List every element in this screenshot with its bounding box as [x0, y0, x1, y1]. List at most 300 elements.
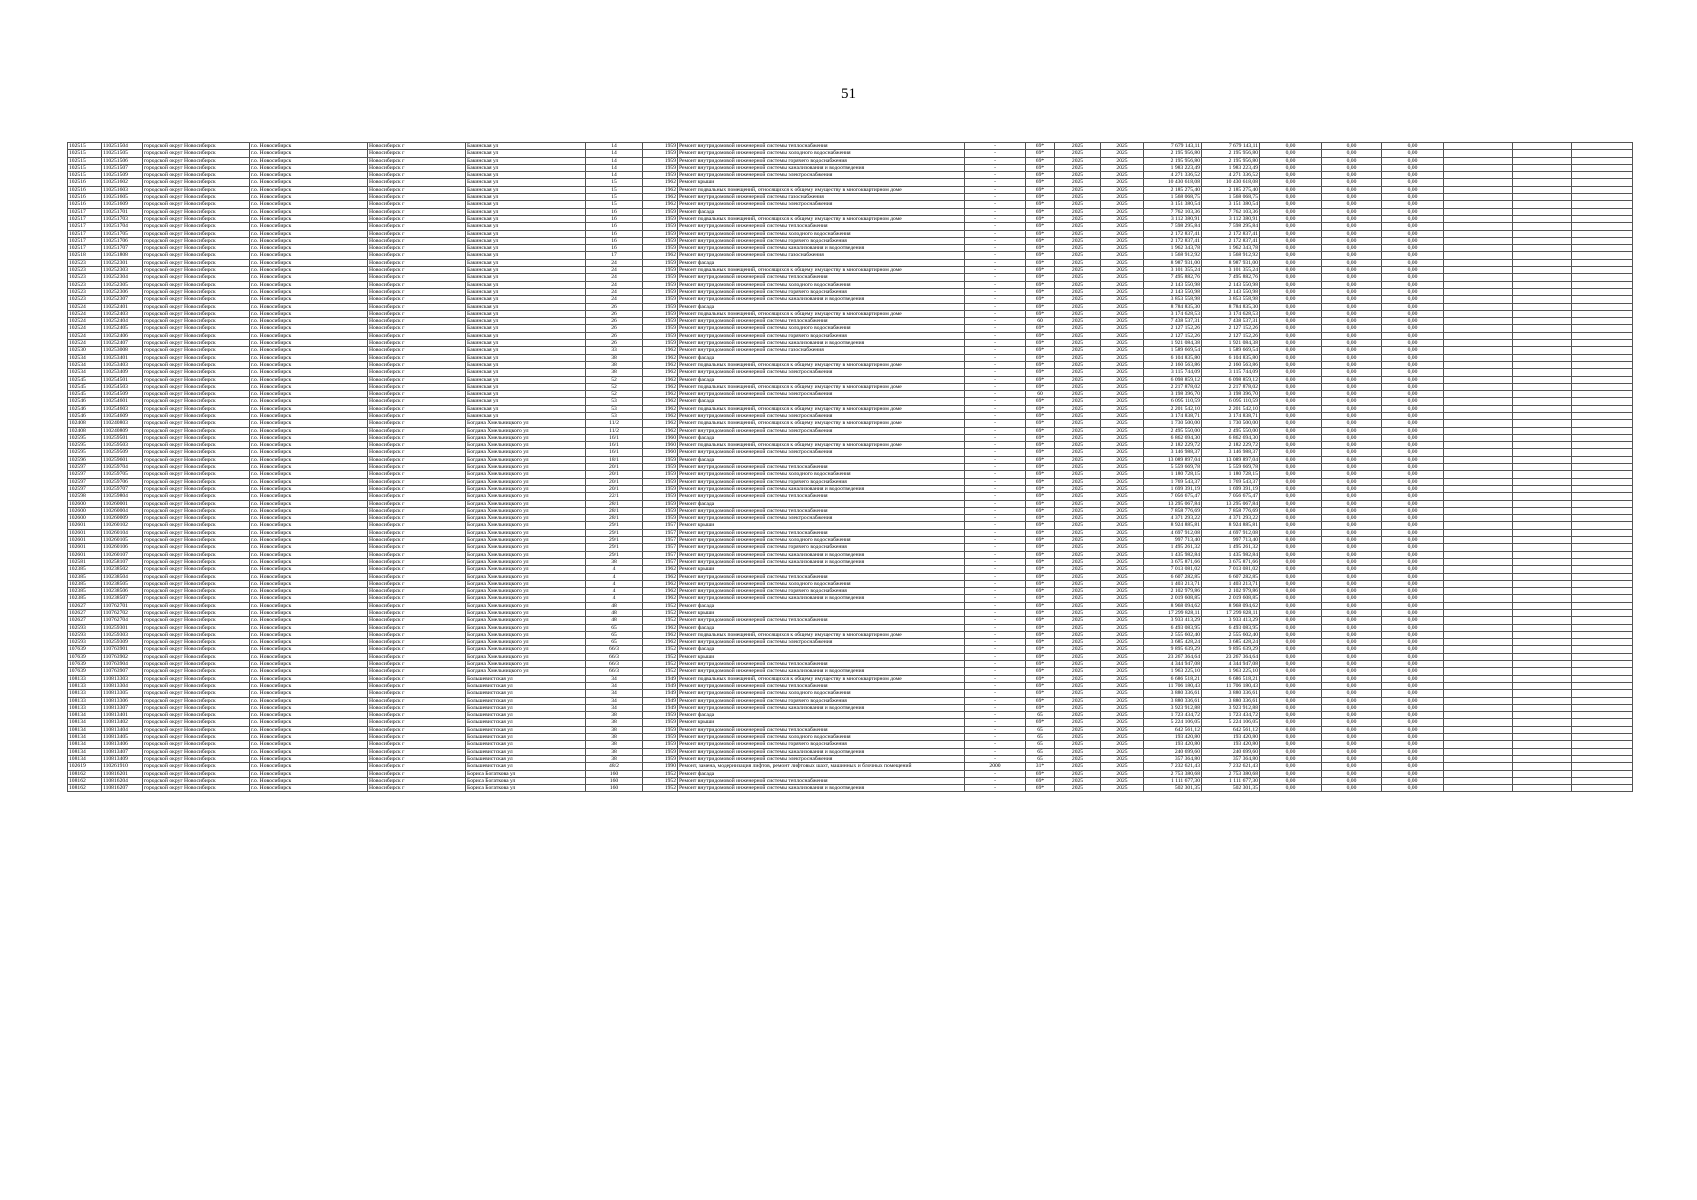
- table-row: [68, 748, 1633, 755]
- cell-municipality: г.о. Новосибирск: [250, 179, 368, 186]
- cell-municipality: г.о. Новосибирск: [250, 434, 368, 441]
- table-row: [68, 223, 1633, 230]
- cell-work-type: Ремонт внутридомовой инженерной системы канализования и водоотведения: [678, 296, 965, 303]
- cell-plan-end-year: 2025: [1101, 347, 1144, 354]
- cell-element-id: 110260107: [102, 551, 143, 558]
- cell-street: Бориса Богаткова ул: [466, 770, 586, 777]
- cell-house-number: 24: [586, 274, 643, 281]
- cell-budget-local: 0,00: [1382, 420, 1444, 427]
- cell-budget-local: 0,00: [1382, 785, 1444, 792]
- cell-street: Богдана Хмельницкого ул: [466, 653, 586, 660]
- cell-extra-col-3: [1572, 164, 1633, 171]
- cell-extra-col-2: [1513, 507, 1572, 514]
- cell-fund-cost: 2 182 229,72: [1202, 442, 1260, 449]
- cell-plan-end-year: 2025: [1101, 493, 1144, 500]
- cell-plan-end-year: 2025: [1101, 420, 1144, 427]
- cell-settlement: Новосибирск г: [368, 653, 466, 660]
- cell-element-id: 110238504: [102, 573, 143, 580]
- cell-house-id: 102530: [68, 347, 102, 354]
- cell-lift-year: -: [965, 237, 1026, 244]
- cell-element-id: 110253403: [102, 361, 143, 368]
- cell-budget-local: 0,00: [1382, 777, 1444, 784]
- cell-work-type: Ремонт крыши: [678, 719, 965, 726]
- cell-extra-col-2: [1513, 712, 1572, 719]
- cell-work-type: Ремонт крыши: [678, 566, 965, 573]
- table-row: [68, 734, 1633, 741]
- cell-wear-percent: 69*: [1026, 770, 1055, 777]
- cell-budget-local: 0,00: [1382, 274, 1444, 281]
- cell-extra-col-1: [1444, 303, 1513, 310]
- cell-plan-end-year: 2025: [1101, 704, 1144, 711]
- cell-municipality: г.о. Новосибирск: [250, 580, 368, 587]
- cell-house-id: 108133: [68, 682, 102, 689]
- cell-street: Большевистская ул: [466, 675, 586, 682]
- cell-budget-federal: 0,00: [1260, 653, 1322, 660]
- cell-wear-percent: 69*: [1026, 376, 1055, 383]
- cell-budget-federal: 0,00: [1260, 704, 1322, 711]
- cell-municipal-district: городской округ Новосибирск: [143, 690, 250, 697]
- cell-work-type: Ремонт внутридомовой инженерной системы теплоснабжения: [678, 529, 965, 536]
- cell-extra-col-1: [1444, 734, 1513, 741]
- cell-extra-col-3: [1572, 719, 1633, 726]
- cell-total-cost: 1 403 213,71: [1144, 580, 1202, 587]
- table-row: [68, 310, 1633, 317]
- cell-budget-regional: 0,00: [1322, 405, 1382, 412]
- cell-work-type: Ремонт внутридомовой инженерной системы электроснабжения: [678, 639, 965, 646]
- cell-plan-end-year: 2025: [1101, 515, 1144, 522]
- cell-municipality: г.о. Новосибирск: [250, 201, 368, 208]
- cell-settlement: Новосибирск г: [368, 741, 466, 748]
- cell-budget-regional: 0,00: [1322, 785, 1382, 792]
- cell-lift-year: -: [965, 631, 1026, 638]
- cell-street: Бакинская ул: [466, 405, 586, 412]
- cell-street: Богдана Хмельницкого ул: [466, 595, 586, 602]
- cell-fund-cost: 8 784 835,30: [1202, 303, 1260, 310]
- cell-municipality: г.о. Новосибирск: [250, 412, 368, 419]
- cell-fund-cost: 1 589 669,54: [1202, 347, 1260, 354]
- cell-work-type: Ремонт фасада: [678, 398, 965, 405]
- cell-budget-regional: 0,00: [1322, 646, 1382, 653]
- cell-plan-end-year: 2025: [1101, 252, 1144, 259]
- cell-build-year: 1962: [643, 588, 678, 595]
- cell-municipality: г.о. Новосибирск: [250, 186, 368, 193]
- cell-wear-percent: 69*: [1026, 354, 1055, 361]
- cell-extra-col-1: [1444, 507, 1513, 514]
- cell-extra-col-3: [1572, 631, 1633, 638]
- cell-total-cost: 3 174 628,53: [1144, 310, 1202, 317]
- cell-wear-percent: 69*: [1026, 478, 1055, 485]
- cell-house-id: 102385: [68, 595, 102, 602]
- cell-budget-federal: 0,00: [1260, 230, 1322, 237]
- cell-house-number: 16: [586, 230, 643, 237]
- cell-settlement: Новосибирск г: [368, 267, 466, 274]
- cell-work-type: Ремонт, замена, модернизация лифтов, ремонт лифтовых шахт, машинных и блочных помещений: [678, 763, 965, 770]
- cell-fund-cost: 642 561,12: [1202, 726, 1260, 733]
- cell-street: Большевистская ул: [466, 755, 586, 762]
- cell-element-id: 110259707: [102, 485, 143, 492]
- cell-wear-percent: 69*: [1026, 588, 1055, 595]
- cell-plan-start-year: 2025: [1055, 383, 1101, 390]
- cell-plan-end-year: 2025: [1101, 551, 1144, 558]
- cell-extra-col-3: [1572, 493, 1633, 500]
- cell-budget-local: 0,00: [1382, 537, 1444, 544]
- cell-municipal-district: городской округ Новосибирск: [143, 770, 250, 777]
- cell-municipal-district: городской округ Новосибирск: [143, 515, 250, 522]
- cell-municipal-district: городской округ Новосибирск: [143, 201, 250, 208]
- cell-plan-start-year: 2025: [1055, 325, 1101, 332]
- cell-municipal-district: городской округ Новосибирск: [143, 449, 250, 456]
- cell-extra-col-2: [1513, 631, 1572, 638]
- cell-build-year: 1957: [643, 551, 678, 558]
- cell-extra-col-1: [1444, 361, 1513, 368]
- cell-wear-percent: 69*: [1026, 201, 1055, 208]
- cell-municipality: г.о. Новосибирск: [250, 668, 368, 675]
- cell-settlement: Новосибирск г: [368, 332, 466, 339]
- cell-element-id: 110251507: [102, 164, 143, 171]
- cell-wear-percent: 69*: [1026, 267, 1055, 274]
- cell-settlement: Новосибирск г: [368, 398, 466, 405]
- cell-plan-end-year: 2025: [1101, 617, 1144, 624]
- cell-budget-federal: 0,00: [1260, 340, 1322, 347]
- cell-extra-col-2: [1513, 755, 1572, 762]
- cell-plan-start-year: 2025: [1055, 471, 1101, 478]
- cell-budget-regional: 0,00: [1322, 456, 1382, 463]
- cell-settlement: Новосибирск г: [368, 580, 466, 587]
- cell-house-id: 102518: [68, 252, 102, 259]
- cell-fund-cost: 2 495 550,00: [1202, 427, 1260, 434]
- cell-extra-col-2: [1513, 573, 1572, 580]
- cell-extra-col-2: [1513, 646, 1572, 653]
- cell-total-cost: 2 102 979,86: [1144, 588, 1202, 595]
- cell-house-number: 29/1: [586, 544, 643, 551]
- cell-extra-col-2: [1513, 340, 1572, 347]
- cell-extra-col-1: [1444, 208, 1513, 215]
- cell-extra-col-1: [1444, 755, 1513, 762]
- cell-plan-end-year: 2025: [1101, 682, 1144, 689]
- cell-street: Бориса Богаткова ул: [466, 785, 586, 792]
- cell-budget-regional: 0,00: [1322, 354, 1382, 361]
- cell-plan-end-year: 2025: [1101, 763, 1144, 770]
- table-row: [68, 639, 1633, 646]
- cell-street: Бакинская ул: [466, 288, 586, 295]
- cell-fund-cost: 7 598 295,84: [1202, 223, 1260, 230]
- cell-budget-federal: 0,00: [1260, 391, 1322, 398]
- cell-budget-regional: 0,00: [1322, 719, 1382, 726]
- cell-settlement: Новосибирск г: [368, 544, 466, 551]
- cell-house-id: 108162: [68, 777, 102, 784]
- cell-fund-cost: 2 143 550,98: [1202, 281, 1260, 288]
- cell-budget-regional: 0,00: [1322, 500, 1382, 507]
- cell-plan-start-year: 2025: [1055, 340, 1101, 347]
- cell-element-id: 110251609: [102, 201, 143, 208]
- cell-total-cost: 23 267 364,64: [1144, 653, 1202, 660]
- cell-extra-col-2: [1513, 361, 1572, 368]
- cell-settlement: Новосибирск г: [368, 485, 466, 492]
- cell-element-id: 110260104: [102, 529, 143, 536]
- cell-municipality: г.о. Новосибирск: [250, 332, 368, 339]
- cell-fund-cost: 4 697 912,08: [1202, 529, 1260, 536]
- cell-house-id: 102385: [68, 573, 102, 580]
- cell-municipal-district: городской округ Новосибирск: [143, 493, 250, 500]
- cell-extra-col-1: [1444, 610, 1513, 617]
- cell-house-number: 160: [586, 785, 643, 792]
- cell-house-id: 102534: [68, 354, 102, 361]
- cell-budget-local: 0,00: [1382, 595, 1444, 602]
- cell-lift-year: -: [965, 230, 1026, 237]
- cell-plan-start-year: 2025: [1055, 485, 1101, 492]
- cell-work-type: Ремонт внутридомовой инженерной системы газоснабжения: [678, 194, 965, 201]
- cell-budget-federal: 0,00: [1260, 777, 1322, 784]
- cell-extra-col-2: [1513, 719, 1572, 726]
- table-row: [68, 332, 1633, 339]
- cell-house-number: 52: [586, 391, 643, 398]
- cell-house-number: 52: [586, 376, 643, 383]
- cell-municipality: г.о. Новосибирск: [250, 558, 368, 565]
- cell-street: Богдана Хмельницкого ул: [466, 471, 586, 478]
- cell-element-id: 110254609: [102, 412, 143, 419]
- cell-budget-local: 0,00: [1382, 734, 1444, 741]
- cell-municipality: г.о. Новосибирск: [250, 398, 368, 405]
- cell-budget-federal: 0,00: [1260, 259, 1322, 266]
- cell-budget-regional: 0,00: [1322, 420, 1382, 427]
- cell-house-id: 108134: [68, 734, 102, 741]
- cell-work-type: Ремонт внутридомовой инженерной системы горячего водоснабжения: [678, 544, 965, 551]
- cell-element-id: 110260009: [102, 515, 143, 522]
- cell-plan-end-year: 2025: [1101, 223, 1144, 230]
- cell-extra-col-2: [1513, 588, 1572, 595]
- cell-extra-col-1: [1444, 245, 1513, 252]
- cell-municipality: г.о. Новосибирск: [250, 442, 368, 449]
- table-row: [68, 398, 1633, 405]
- cell-extra-col-3: [1572, 318, 1633, 325]
- cell-work-type: Ремонт внутридомовой инженерной системы газоснабжения: [678, 347, 965, 354]
- cell-build-year: 1959: [643, 281, 678, 288]
- cell-extra-col-2: [1513, 420, 1572, 427]
- cell-work-type: Ремонт внутридомовой инженерной системы канализования и водоотведения: [678, 551, 965, 558]
- cell-wear-percent: 69*: [1026, 675, 1055, 682]
- cell-house-id: 102516: [68, 179, 102, 186]
- cell-element-id: 110251808: [102, 252, 143, 259]
- cell-house-id: 102534: [68, 361, 102, 368]
- cell-house-id: 102601: [68, 529, 102, 536]
- cell-budget-regional: 0,00: [1322, 391, 1382, 398]
- cell-house-id: 108133: [68, 697, 102, 704]
- cell-plan-start-year: 2025: [1055, 748, 1101, 755]
- cell-municipal-district: городской округ Новосибирск: [143, 347, 250, 354]
- cell-budget-federal: 0,00: [1260, 194, 1322, 201]
- cell-street: Богдана Хмельницкого ул: [466, 566, 586, 573]
- cell-extra-col-1: [1444, 748, 1513, 755]
- cell-plan-end-year: 2025: [1101, 770, 1144, 777]
- cell-budget-federal: 0,00: [1260, 464, 1322, 471]
- cell-build-year: 1962: [643, 179, 678, 186]
- cell-work-type: Ремонт внутридомовой инженерной системы холодного водоснабжения: [678, 537, 965, 544]
- cell-element-id: 110240803: [102, 420, 143, 427]
- cell-house-id: 102595: [68, 442, 102, 449]
- cell-plan-start-year: 2025: [1055, 595, 1101, 602]
- cell-lift-year: -: [965, 485, 1026, 492]
- cell-budget-local: 0,00: [1382, 398, 1444, 405]
- cell-wear-percent: 69*: [1026, 697, 1055, 704]
- cell-build-year: 1959: [643, 478, 678, 485]
- cell-plan-start-year: 2025: [1055, 653, 1101, 660]
- cell-total-cost: 7 438 537,31: [1144, 318, 1202, 325]
- table-row: [68, 675, 1633, 682]
- cell-street: Бакинская ул: [466, 325, 586, 332]
- cell-plan-start-year: 2025: [1055, 610, 1101, 617]
- cell-budget-local: 0,00: [1382, 558, 1444, 565]
- cell-extra-col-3: [1572, 398, 1633, 405]
- cell-budget-federal: 0,00: [1260, 332, 1322, 339]
- cell-lift-year: -: [965, 726, 1026, 733]
- cell-extra-col-1: [1444, 427, 1513, 434]
- cell-work-type: Ремонт подвальных помещений, относящихся к общему имуществу в многоквартирном доме: [678, 310, 965, 317]
- cell-house-number: 53: [586, 405, 643, 412]
- cell-plan-end-year: 2025: [1101, 631, 1144, 638]
- cell-plan-end-year: 2025: [1101, 726, 1144, 733]
- cell-extra-col-1: [1444, 763, 1513, 770]
- cell-municipal-district: городской округ Новосибирск: [143, 726, 250, 733]
- cell-total-cost: 2 555 602,40: [1144, 631, 1202, 638]
- cell-house-number: 28/1: [586, 515, 643, 522]
- cell-municipality: г.о. Новосибирск: [250, 661, 368, 668]
- cell-extra-col-2: [1513, 471, 1572, 478]
- cell-work-type: Ремонт внутридомовой инженерной системы теплоснабжения: [678, 493, 965, 500]
- cell-budget-local: 0,00: [1382, 157, 1444, 164]
- cell-fund-cost: 2 160 563,86: [1202, 361, 1260, 368]
- cell-build-year: 1959: [643, 259, 678, 266]
- cell-budget-regional: 0,00: [1322, 259, 1382, 266]
- cell-budget-federal: 0,00: [1260, 376, 1322, 383]
- cell-plan-end-year: 2025: [1101, 566, 1144, 573]
- cell-build-year: 1959: [643, 303, 678, 310]
- cell-budget-federal: 0,00: [1260, 434, 1322, 441]
- cell-plan-start-year: 2025: [1055, 668, 1101, 675]
- cell-municipal-district: городской округ Новосибирск: [143, 566, 250, 573]
- cell-house-number: 38: [586, 755, 643, 762]
- cell-municipal-district: городской округ Новосибирск: [143, 697, 250, 704]
- cell-budget-regional: 0,00: [1322, 471, 1382, 478]
- cell-house-id: 102408: [68, 420, 102, 427]
- cell-municipal-district: городской округ Новосибирск: [143, 631, 250, 638]
- table-row: [68, 551, 1633, 558]
- cell-municipal-district: городской округ Новосибирск: [143, 682, 250, 689]
- cell-element-id: 110251509: [102, 172, 143, 179]
- cell-work-type: Ремонт внутридомовой инженерной системы горячего водоснабжения: [678, 237, 965, 244]
- cell-street: Бориса Богаткова ул: [466, 777, 586, 784]
- cell-extra-col-3: [1572, 340, 1633, 347]
- cell-budget-regional: 0,00: [1322, 734, 1382, 741]
- cell-extra-col-1: [1444, 281, 1513, 288]
- cell-settlement: Новосибирск г: [368, 434, 466, 441]
- cell-extra-col-3: [1572, 558, 1633, 565]
- cell-plan-start-year: 2025: [1055, 164, 1101, 171]
- cell-house-id: 102627: [68, 610, 102, 617]
- cell-budget-federal: 0,00: [1260, 369, 1322, 376]
- cell-house-number: 66/3: [586, 661, 643, 668]
- cell-house-number: 20/1: [586, 471, 643, 478]
- cell-fund-cost: 2 019 608,85: [1202, 595, 1260, 602]
- cell-build-year: 1959: [643, 172, 678, 179]
- cell-fund-cost: 1 730 500,00: [1202, 420, 1260, 427]
- cell-work-type: Ремонт крыши: [678, 522, 965, 529]
- cell-house-number: 34: [586, 704, 643, 711]
- cell-plan-start-year: 2025: [1055, 201, 1101, 208]
- cell-plan-end-year: 2025: [1101, 697, 1144, 704]
- cell-extra-col-1: [1444, 682, 1513, 689]
- cell-municipality: г.о. Новосибирск: [250, 777, 368, 784]
- cell-lift-year: -: [965, 558, 1026, 565]
- cell-element-id: 110252307: [102, 296, 143, 303]
- cell-extra-col-1: [1444, 704, 1513, 711]
- cell-plan-start-year: 2025: [1055, 310, 1101, 317]
- cell-build-year: 1959: [643, 267, 678, 274]
- cell-extra-col-1: [1444, 485, 1513, 492]
- cell-wear-percent: 69*: [1026, 493, 1055, 500]
- cell-element-id: 110252305: [102, 281, 143, 288]
- cell-street: Бакинская ул: [466, 164, 586, 171]
- cell-plan-end-year: 2025: [1101, 259, 1144, 266]
- cell-budget-regional: 0,00: [1322, 624, 1382, 631]
- cell-wear-percent: 69*: [1026, 223, 1055, 230]
- cell-extra-col-1: [1444, 252, 1513, 259]
- cell-municipality: г.о. Новосибирск: [250, 164, 368, 171]
- cell-budget-local: 0,00: [1382, 610, 1444, 617]
- cell-extra-col-3: [1572, 223, 1633, 230]
- cell-total-cost: 7 858 776,69: [1144, 507, 1202, 514]
- cell-municipality: г.о. Новосибирск: [250, 383, 368, 390]
- cell-fund-cost: 2 172 837,41: [1202, 230, 1260, 237]
- cell-plan-end-year: 2025: [1101, 164, 1144, 171]
- cell-build-year: 1962: [643, 383, 678, 390]
- cell-wear-percent: 69*: [1026, 456, 1055, 463]
- cell-budget-federal: 0,00: [1260, 631, 1322, 638]
- cell-extra-col-2: [1513, 653, 1572, 660]
- cell-house-number: 14: [586, 164, 643, 171]
- cell-plan-end-year: 2025: [1101, 412, 1144, 419]
- cell-budget-local: 0,00: [1382, 376, 1444, 383]
- cell-budget-local: 0,00: [1382, 471, 1444, 478]
- cell-element-id: 110259501: [102, 434, 143, 441]
- cell-settlement: Новосибирск г: [368, 617, 466, 624]
- cell-lift-year: -: [965, 471, 1026, 478]
- cell-settlement: Новосибирск г: [368, 755, 466, 762]
- cell-budget-local: 0,00: [1382, 726, 1444, 733]
- cell-municipal-district: городской округ Новосибирск: [143, 186, 250, 193]
- cell-budget-federal: 0,00: [1260, 588, 1322, 595]
- cell-work-type: Ремонт внутридомовой инженерной системы теплоснабжения: [678, 661, 965, 668]
- cell-extra-col-2: [1513, 704, 1572, 711]
- cell-fund-cost: 1 769 543,37: [1202, 478, 1260, 485]
- cell-work-type: Ремонт внутридомовой инженерной системы электроснабжения: [678, 412, 965, 419]
- cell-plan-end-year: 2025: [1101, 544, 1144, 551]
- cell-total-cost: 11 706 180,43: [1144, 682, 1202, 689]
- cell-municipal-district: городской округ Новосибирск: [143, 544, 250, 551]
- cell-budget-local: 0,00: [1382, 194, 1444, 201]
- cell-municipal-district: городской округ Новосибирск: [143, 719, 250, 726]
- table-row: [68, 434, 1633, 441]
- cell-municipal-district: городской округ Новосибирск: [143, 223, 250, 230]
- cell-street: Бакинская ул: [466, 369, 586, 376]
- cell-fund-cost: 7 013 081,02: [1202, 566, 1260, 573]
- cell-extra-col-1: [1444, 566, 1513, 573]
- cell-settlement: Новосибирск г: [368, 456, 466, 463]
- cell-plan-end-year: 2025: [1101, 361, 1144, 368]
- cell-extra-col-2: [1513, 194, 1572, 201]
- cell-total-cost: 6 686 518,21: [1144, 675, 1202, 682]
- cell-plan-end-year: 2025: [1101, 267, 1144, 274]
- cell-work-type: Ремонт внутридомовой инженерной системы горячего водоснабжения: [678, 478, 965, 485]
